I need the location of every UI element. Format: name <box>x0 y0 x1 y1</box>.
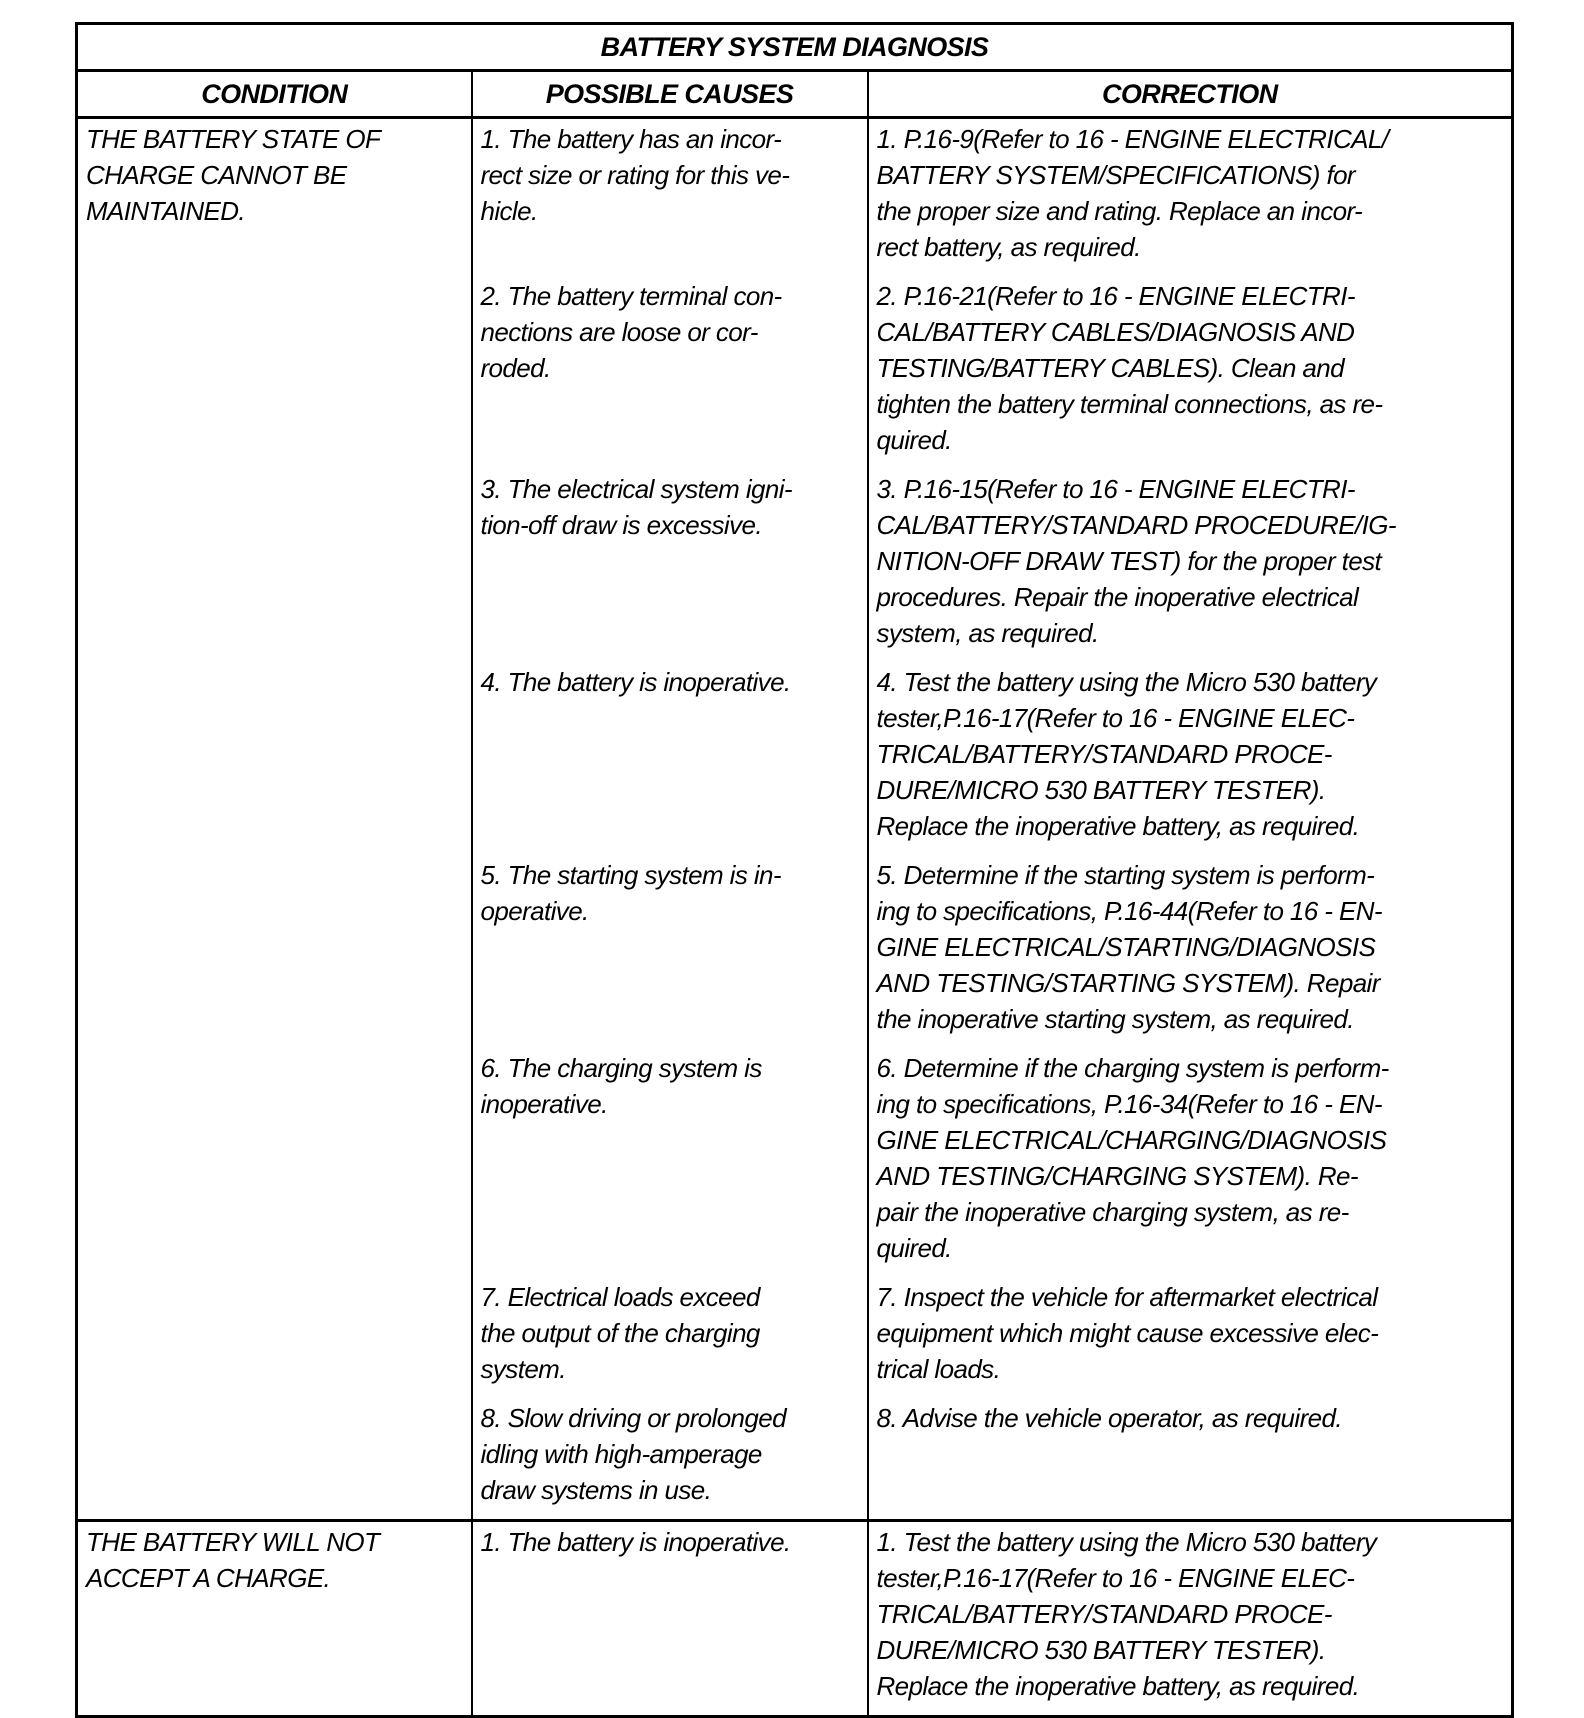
cause-cell: 1. The battery is inoperative. <box>472 1521 868 1717</box>
cause-cell: 7. Electrical loads exceed the output of the charging system. <box>472 1277 868 1398</box>
correction-cell: 1. P.16-9(Refer to 16 - ENGINE ELECTRICAL/ BATTERY SYSTEM/SPECIFICATIONS) for the proper size and rating. Replace an incor- rect battery, as required. <box>868 118 1513 277</box>
table-row <box>77 118 1513 277</box>
table-title: BATTERY SYSTEM DIAGNOSIS <box>77 24 1513 71</box>
battery-diagnosis-table <box>75 22 1514 1718</box>
condition-cell: THE BATTERY WILL NOT ACCEPT A CHARGE. <box>77 1521 472 1717</box>
correction-cell: 1. Test the battery using the Micro 530 battery tester,P.16-17(Refer to 16 - ENGINE ELEC- TRICAL/BATTERY/STANDARD PROCE- DURE/MICRO 530 BATTERY TESTER). Replace the inoperative battery, as required. <box>868 1521 1513 1717</box>
cause-cell: 1. The battery has an incor- rect size or rating for this ve- hicle. <box>472 118 868 277</box>
cause-cell: 3. The electrical system igni- tion-off draw is excessive. <box>472 469 868 662</box>
correction-cell: 6. Determine if the charging system is perform- ing to specifications, P.16-34(Refer to 16 - EN- GINE ELECTRICAL/CHARGING/DIAGNOSIS AND TESTING/CHARGING SYSTEM). Re- pair the inoperative charging system, as re- quired. <box>868 1048 1513 1277</box>
condition-cell: THE BATTERY STATE OF CHARGE CANNOT BE MAINTAINED. <box>77 118 472 1521</box>
correction-cell: 4. Test the battery using the Micro 530 battery tester,P.16-17(Refer to 16 - ENGINE ELEC- TRICAL/BATTERY/STANDARD PROCE- DURE/MICRO 530 BATTERY TESTER). Replace the inoperative battery, as required. <box>868 662 1513 855</box>
header-condition: CONDITION <box>77 71 472 118</box>
cause-cell: 6. The charging system is inoperative. <box>472 1048 868 1277</box>
correction-cell: 8. Advise the vehicle operator, as required. <box>868 1398 1513 1521</box>
correction-cell: 7. Inspect the vehicle for aftermarket electrical equipment which might cause excessive elec- trical loads. <box>868 1277 1513 1398</box>
cause-cell: 4. The battery is inoperative. <box>472 662 868 855</box>
correction-cell: 2. P.16-21(Refer to 16 - ENGINE ELECTRI- CAL/BATTERY CABLES/DIAGNOSIS AND TESTING/BATTERY CABLES). Clean and tighten the battery terminal connections, as re- quired. <box>868 276 1513 469</box>
header-correction: CORRECTION <box>868 71 1513 118</box>
header-possible-causes: POSSIBLE CAUSES <box>472 71 868 118</box>
table-row <box>77 1521 1513 1717</box>
cause-cell: 5. The starting system is in- operative. <box>472 855 868 1048</box>
correction-cell: 3. P.16-15(Refer to 16 - ENGINE ELECTRI- CAL/BATTERY/STANDARD PROCEDURE/IG- NITION-OFF DRAW TEST) for the proper test procedures. Repair the inoperative electrical system, as required. <box>868 469 1513 662</box>
cause-cell: 2. The battery terminal con- nections are loose or cor- roded. <box>472 276 868 469</box>
correction-cell: 5. Determine if the starting system is perform- ing to specifications, P.16-44(Refer to 16 - EN- GINE ELECTRICAL/STARTING/DIAGNOSIS AND TESTING/STARTING SYSTEM). Repair the inoperative starting system, as required. <box>868 855 1513 1048</box>
cause-cell: 8. Slow driving or prolonged idling with high-amperage draw systems in use. <box>472 1398 868 1521</box>
